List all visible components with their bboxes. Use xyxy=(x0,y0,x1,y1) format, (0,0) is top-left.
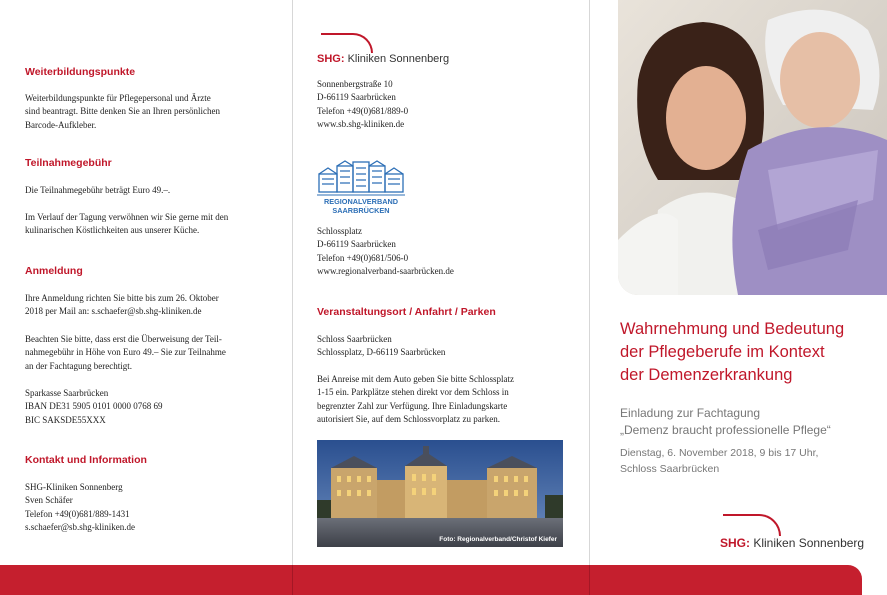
event-date: Dienstag, 6. November 2018, 9 bis 17 Uhr, xyxy=(620,447,819,459)
rv-address-street: Schlossplatz xyxy=(317,226,362,236)
caregiver-photo-graphic xyxy=(618,0,887,295)
parking-text-1: Bei Anreise mit dem Auto geben Sie bitte Schlossplatz xyxy=(317,374,514,384)
text-bank-name: Sparkasse Saarbrücken xyxy=(25,388,109,398)
address-street: Sonnenbergstraße 10 xyxy=(317,79,393,89)
address-web: www.sb.shg-kliniken.de xyxy=(317,119,405,130)
rv-address-web: www.regionalverband-saarbrücken.de xyxy=(317,266,454,277)
parking-text-3: begrenzter Zahl zur Verfügung. Ihre Einladungskarte xyxy=(317,400,508,411)
parking-text-2: 1-15 ein. Parkplätze stehen direkt vor dem Schloss in xyxy=(317,387,509,398)
event-title-line-3: der Demenzerkrankung xyxy=(620,366,793,384)
heading-anmeldung: Anmeldung xyxy=(25,265,83,277)
venue-name: Schloss Saarbrücken xyxy=(317,334,392,344)
event-title-line-1: Wahrnehmung und Bedeutung xyxy=(620,320,845,338)
invitation xyxy=(620,405,831,439)
text-kulinarisch-1: Im Verlauf der Tagung verwöhnen wir Sie gerne mit den xyxy=(25,212,229,222)
castle-photo xyxy=(317,440,563,547)
text-kontakt-phone: Telefon +49(0)681/889-1431 xyxy=(25,508,130,519)
text-bic: BIC SAKSDE55XXX xyxy=(25,414,106,425)
event-title xyxy=(620,318,844,387)
text-iban: IBAN DE31 5905 0101 0000 0768 69 xyxy=(25,401,163,412)
heading-weiterbildungspunkte: Weiterbildungspunkte xyxy=(25,66,136,78)
column-cover xyxy=(590,0,887,565)
heading-teilnahmegebuehr: Teilnahmegebühr xyxy=(25,157,112,169)
cover-shg-logo-mark: SHG: xyxy=(720,536,750,550)
text-ueberweisung-1: Beachten Sie bitte, dass erst die Überweisung der Teil- xyxy=(25,334,222,344)
cover-logo-arc xyxy=(723,514,781,536)
castle-photo-graphic xyxy=(317,440,563,547)
text-ueberweisung-2: nahmegebühr in Höhe von Euro 49.– Sie zur Teilnahme xyxy=(25,347,226,358)
bottom-accent-bar xyxy=(0,565,862,595)
rv-address-phone: Telefon +49(0)681/506-0 xyxy=(317,252,409,263)
shg-logo-mark: SHG: xyxy=(317,53,345,65)
text-gebuehr: Die Teilnahmegebühr beträgt Euro 49.–. xyxy=(25,185,171,195)
text-kontakt-name: Sven Schäfer xyxy=(25,495,73,506)
address-phone: Telefon +49(0)681/889-0 xyxy=(317,105,409,116)
text-weiterbildung-3: Barcode-Aufkleber. xyxy=(25,119,97,130)
venue-address: Schlossplatz, D-66119 Saarbrücken xyxy=(317,347,446,358)
rv-address-city: D-66119 Saarbrücken xyxy=(317,239,396,250)
shg-logo-name: Kliniken Sonnenberg xyxy=(347,53,450,65)
shg-logo-arc xyxy=(321,33,373,53)
event-place: Schloss Saarbrücken xyxy=(620,462,720,475)
invitation-line-2: „Demenz braucht professionelle Pflege“ xyxy=(620,423,831,437)
caregiver-photo xyxy=(618,0,887,295)
event-date-place xyxy=(620,446,818,477)
photo-credit: Foto: Regionalverband/Christof Kiefer xyxy=(439,536,557,543)
event-title-line-2: der Pflegeberufe im Kontext xyxy=(620,343,825,361)
address-city: D-66119 Saarbrücken xyxy=(317,92,396,103)
text-ueberweisung-3: an der Fachtagung berechtigt. xyxy=(25,360,132,371)
parking-text-4: autorisiert Sie, auf dem Schlossvorplatz zu parken. xyxy=(317,414,500,425)
invitation-line-1: Einladung zur Fachtagung xyxy=(620,406,761,420)
column-info xyxy=(0,0,292,565)
cover-shg-logo xyxy=(720,536,864,550)
text-kontakt-email: s.schaefer@sb.shg-kliniken.de xyxy=(25,522,136,533)
regionalverband-logo xyxy=(317,160,405,216)
text-anmeldung-2: 2018 per Mail an: s.schaefer@sb.shg-kliniken.de xyxy=(25,306,202,317)
bottom-bar-fold-1 xyxy=(292,565,293,595)
text-weiterbildung-2: sind beantragt. Bitte denken Sie an Ihren persönlichen xyxy=(25,106,220,117)
column-addresses xyxy=(293,0,589,565)
shg-logo xyxy=(317,53,449,65)
bottom-bar-fold-2 xyxy=(589,565,590,595)
heading-veranstaltungsort: Veranstaltungsort / Anfahrt / Parken xyxy=(317,306,496,318)
rv-logo-line1: REGIONALVERBAND xyxy=(323,197,399,206)
text-anmeldung-1: Ihre Anmeldung richten Sie bitte bis zum 26. Oktober xyxy=(25,293,219,303)
cover-shg-logo-name: Kliniken Sonnenberg xyxy=(753,536,865,550)
rv-logo-line2: SAARBRÜCKEN xyxy=(332,206,390,215)
heading-kontakt: Kontakt und Information xyxy=(25,454,147,466)
text-kulinarisch-2: kulinarischen Köstlichkeiten aus unserer Küche. xyxy=(25,225,200,236)
text-kontakt-org: SHG-Kliniken Sonnenberg xyxy=(25,482,123,492)
text-weiterbildung-1: Weiterbildungspunkte für Pflegepersonal und Ärzte xyxy=(25,93,211,103)
regionalverband-logo-graphic xyxy=(317,160,405,216)
